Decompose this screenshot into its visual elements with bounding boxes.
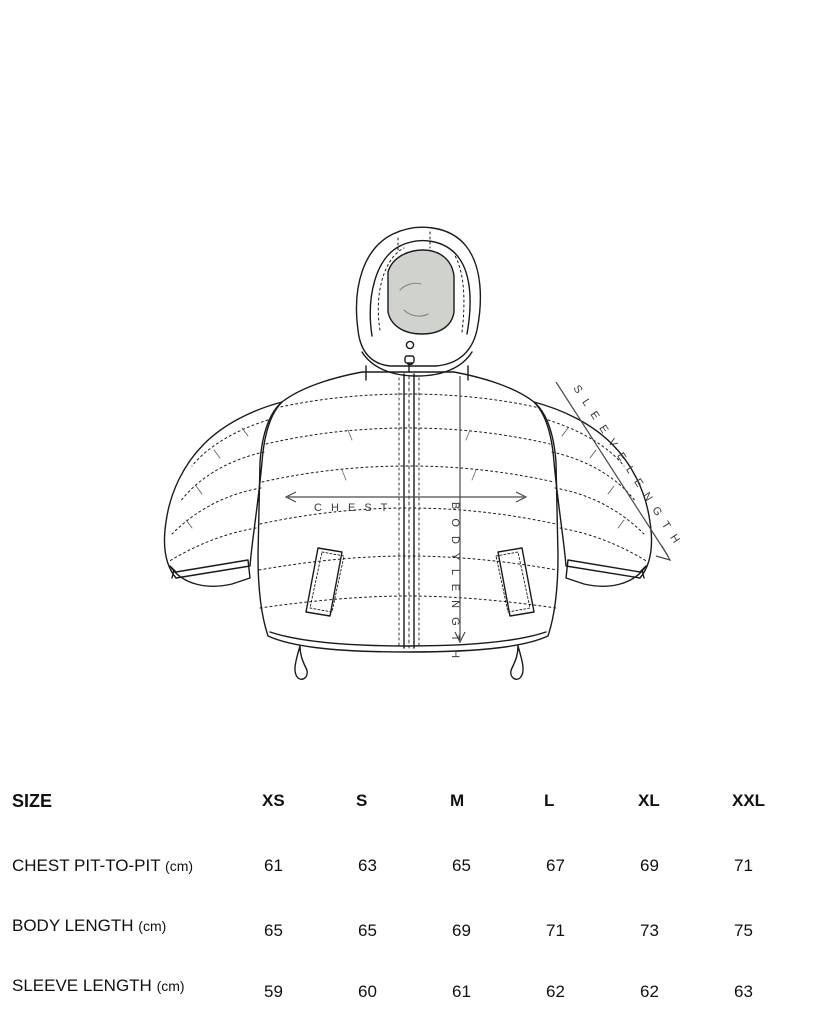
cell-sleeve-s: 60 [358, 982, 377, 1001]
cell-body-l: 71 [546, 921, 565, 940]
sleeve-length-arrow-line [556, 382, 668, 556]
size-chart-table [0, 770, 814, 1016]
chest-label: C H E S T [314, 502, 391, 514]
left-sleeve-shading [186, 428, 248, 528]
cell-body-m: 69 [452, 921, 471, 940]
cell-sleeve-l: 62 [546, 982, 565, 1001]
row-label-sleeve-length-unit: (cm) [156, 978, 185, 994]
cell-chest-s: 63 [358, 856, 377, 875]
hood-lining [388, 250, 454, 334]
sleeve-length-label: S L E E V E L E N G T H [570, 383, 684, 548]
row-label-body-length [12, 896, 262, 956]
front-zipper [399, 356, 419, 648]
table-row [12, 896, 814, 956]
jacket-body [258, 372, 558, 652]
cell-chest-l: 67 [546, 856, 565, 875]
sleeve-length-arrow-head [656, 546, 670, 560]
table-row [12, 956, 814, 1016]
body-length-label: B O D Y L E N G T H [449, 502, 461, 662]
row-label-body-length-text: BODY LENGTH [12, 916, 134, 935]
cell-sleeve-xs: 59 [264, 982, 283, 1001]
cell-chest-m: 65 [452, 856, 471, 875]
body-quilt-seams [259, 394, 557, 608]
column-header-l: L [544, 791, 555, 810]
cell-body-xxl: 75 [734, 921, 753, 940]
column-header-s: S [356, 791, 368, 810]
table-header-row [12, 770, 814, 836]
row-label-body-length-unit: (cm) [138, 918, 167, 934]
cell-body-xl: 73 [640, 921, 659, 940]
table-row [12, 836, 814, 896]
column-header-xxl: XXL [732, 791, 766, 810]
left-sleeve [164, 402, 282, 586]
hem-drawcords [295, 646, 523, 679]
row-label-sleeve-length [12, 956, 262, 1016]
column-header-xs: XS [262, 791, 285, 810]
column-header-xl: XL [638, 791, 660, 810]
column-header-size: SIZE [12, 790, 53, 811]
cell-chest-xl: 69 [640, 856, 659, 875]
cell-sleeve-m: 61 [452, 982, 471, 1001]
right-sleeve [534, 402, 652, 586]
cell-sleeve-xxl: 63 [734, 982, 753, 1001]
row-label-chest-unit: (cm) [165, 858, 194, 874]
row-label-chest-text: CHEST PIT-TO-PIT [12, 856, 161, 875]
cell-chest-xxl: 71 [734, 856, 753, 875]
row-label-sleeve-length-text: SLEEVE LENGTH [12, 976, 152, 995]
cell-body-xs: 65 [264, 921, 283, 940]
column-header-m: M [450, 791, 465, 810]
pockets [306, 548, 534, 616]
cell-sleeve-xl: 62 [640, 982, 659, 1001]
cell-chest-xs: 61 [264, 856, 283, 875]
row-label-chest [12, 836, 262, 896]
cell-body-s: 65 [358, 921, 377, 940]
